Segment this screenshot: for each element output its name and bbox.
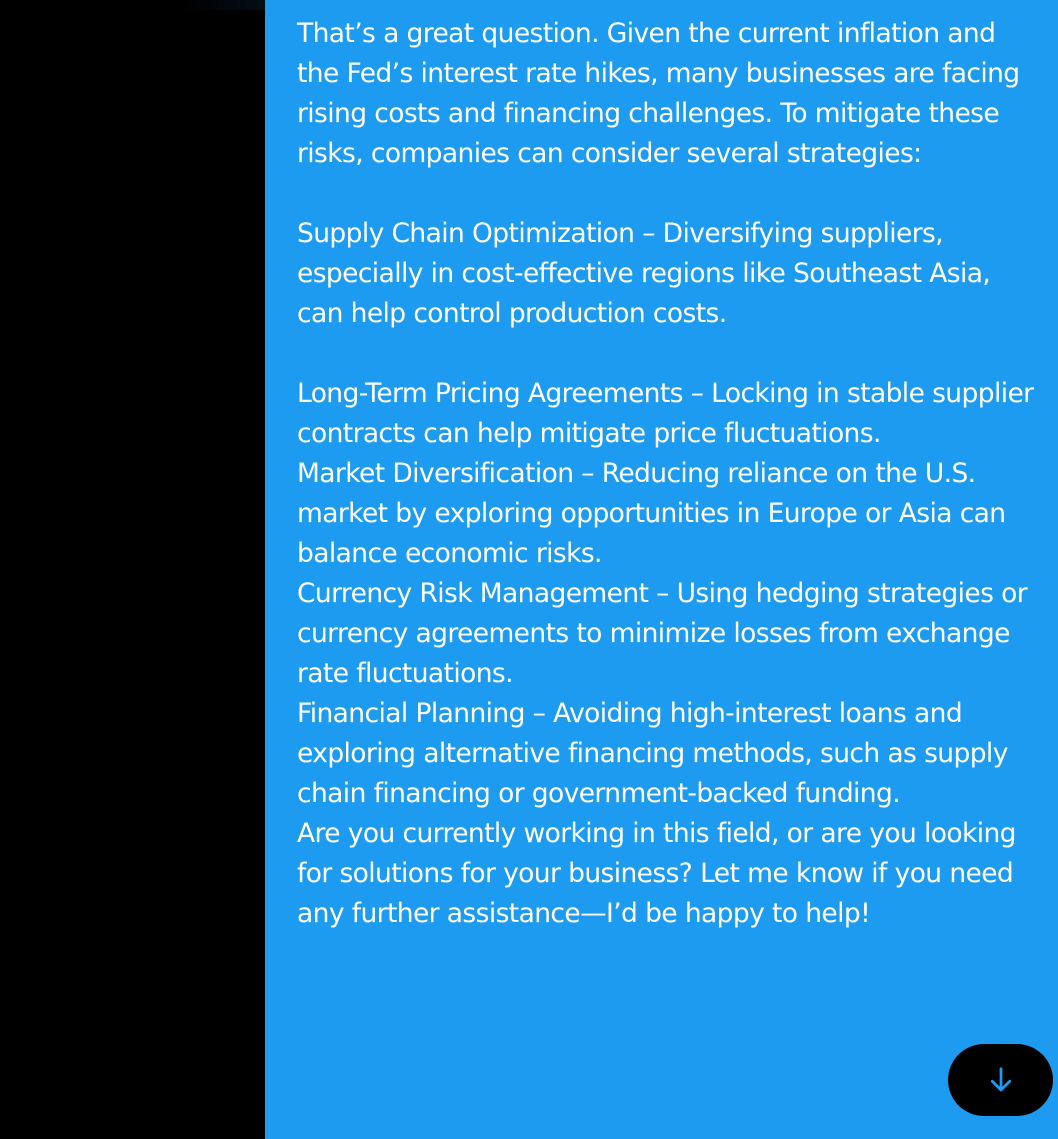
message-paragraph-closing: Are you currently working in this field, or are you looking for solutions for your business? Let me know if you need any further assistance—I’d be happy to help!	[297, 818, 1016, 929]
paragraph-spacer	[297, 174, 1038, 214]
scroll-to-bottom-button[interactable]	[948, 1044, 1053, 1116]
message-paragraph-financial: Financial Planning – Avoiding high-interest loans and exploring alternative financing methods, such as supply chain financing or government-backed funding.	[297, 698, 1008, 809]
message-paragraph-supply-chain: Supply Chain Optimization – Diversifying suppliers, especially in cost-effective regions like Southeast Asia, can help control production costs.	[297, 218, 991, 329]
message-paragraph-pricing: Long-Term Pricing Agreements – Locking in stable supplier contracts can help mitigate price fluctuations.	[297, 378, 1034, 449]
message-paragraph-currency: Currency Risk Management – Using hedging strategies or currency agreements to minimize losses from exchange rate fluctuations.	[297, 578, 1028, 689]
paragraph-spacer	[297, 334, 1038, 374]
message-paragraph-market: Market Diversification – Reducing reliance on the U.S. market by exploring opportunities in Europe or Asia can balance economic risks.	[297, 458, 1006, 569]
message-paragraph-intro: That’s a great question. Given the current inflation and the Fed’s interest rate hikes, many businesses are facing rising costs and financing challenges. To mitigate these risks, companies can consider several strategies:	[297, 18, 1020, 169]
arrow-down-icon	[986, 1065, 1016, 1095]
assistant-message-bubble	[265, 0, 1058, 1139]
